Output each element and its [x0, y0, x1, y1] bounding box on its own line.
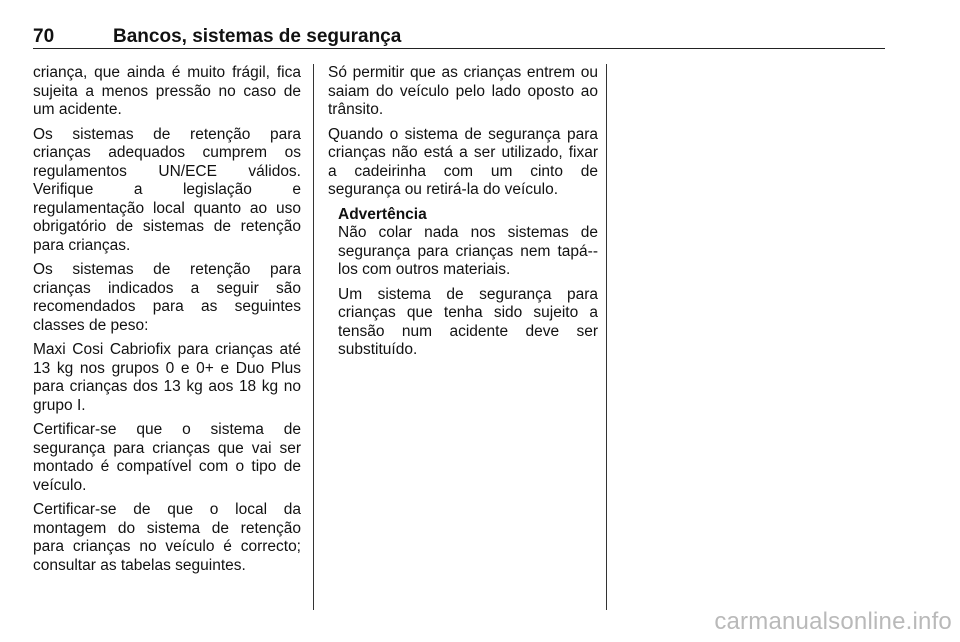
page-number: 70 [33, 26, 55, 47]
watermark: carmanualsonline.info [714, 608, 952, 635]
paragraph: Certificar-se de que o local da montagem do sistema de retenção para crianças no veículo é correcto; consultar as tabelas seguintes. [33, 501, 301, 574]
warning-box [338, 206, 598, 360]
paragraph: Só permitir que as crianças entrem ou saiam do veículo pelo lado oposto ao trânsito. [328, 64, 598, 118]
column-divider [313, 64, 314, 610]
paragraph: Quando o sistema de segurança para crianças não está a ser utilizado, fixar a cadeirinha com um cinto de segurança ou retirá-la do veículo. [328, 125, 598, 198]
warning-title: Advertência [338, 205, 427, 223]
page-header [33, 26, 885, 49]
middle-column [328, 64, 598, 366]
paragraph: Os sistemas de retenção para crianças adequados cumprem os regulamentos UN/ECE válidos. Verifique a legislação e regulamentação local quanto ao uso obrigatório de sistemas de retenção para crianças. [33, 125, 301, 254]
left-column [33, 64, 301, 581]
paragraph: Os sistemas de retenção para crianças indicados a seguir são recomendados para as seguintes classes de peso: [33, 261, 301, 334]
warning-paragraph: Não colar nada nos sistemas de segurança para crianças nem tapá--los com outros materiais. [338, 224, 598, 278]
chapter-title: Bancos, sistemas de segurança [113, 26, 402, 47]
column-divider [606, 64, 607, 610]
paragraph: Certificar-se que o sistema de segurança para crianças que vai ser montado é compatível com o tipo de veículo. [33, 421, 301, 494]
warning-paragraph: Um sistema de segurança para crianças que tenha sido sujeito a tensão num acidente deve ser substituído. [338, 285, 598, 358]
paragraph: criança, que ainda é muito frágil, fica sujeita a menos pressão no caso de um acidente. [33, 64, 301, 118]
paragraph: Maxi Cosi Cabriofix para crianças até 13 kg nos grupos 0 e 0+ e Duo Plus para crianças dos 13 kg aos 18 kg no grupo I. [33, 341, 301, 414]
